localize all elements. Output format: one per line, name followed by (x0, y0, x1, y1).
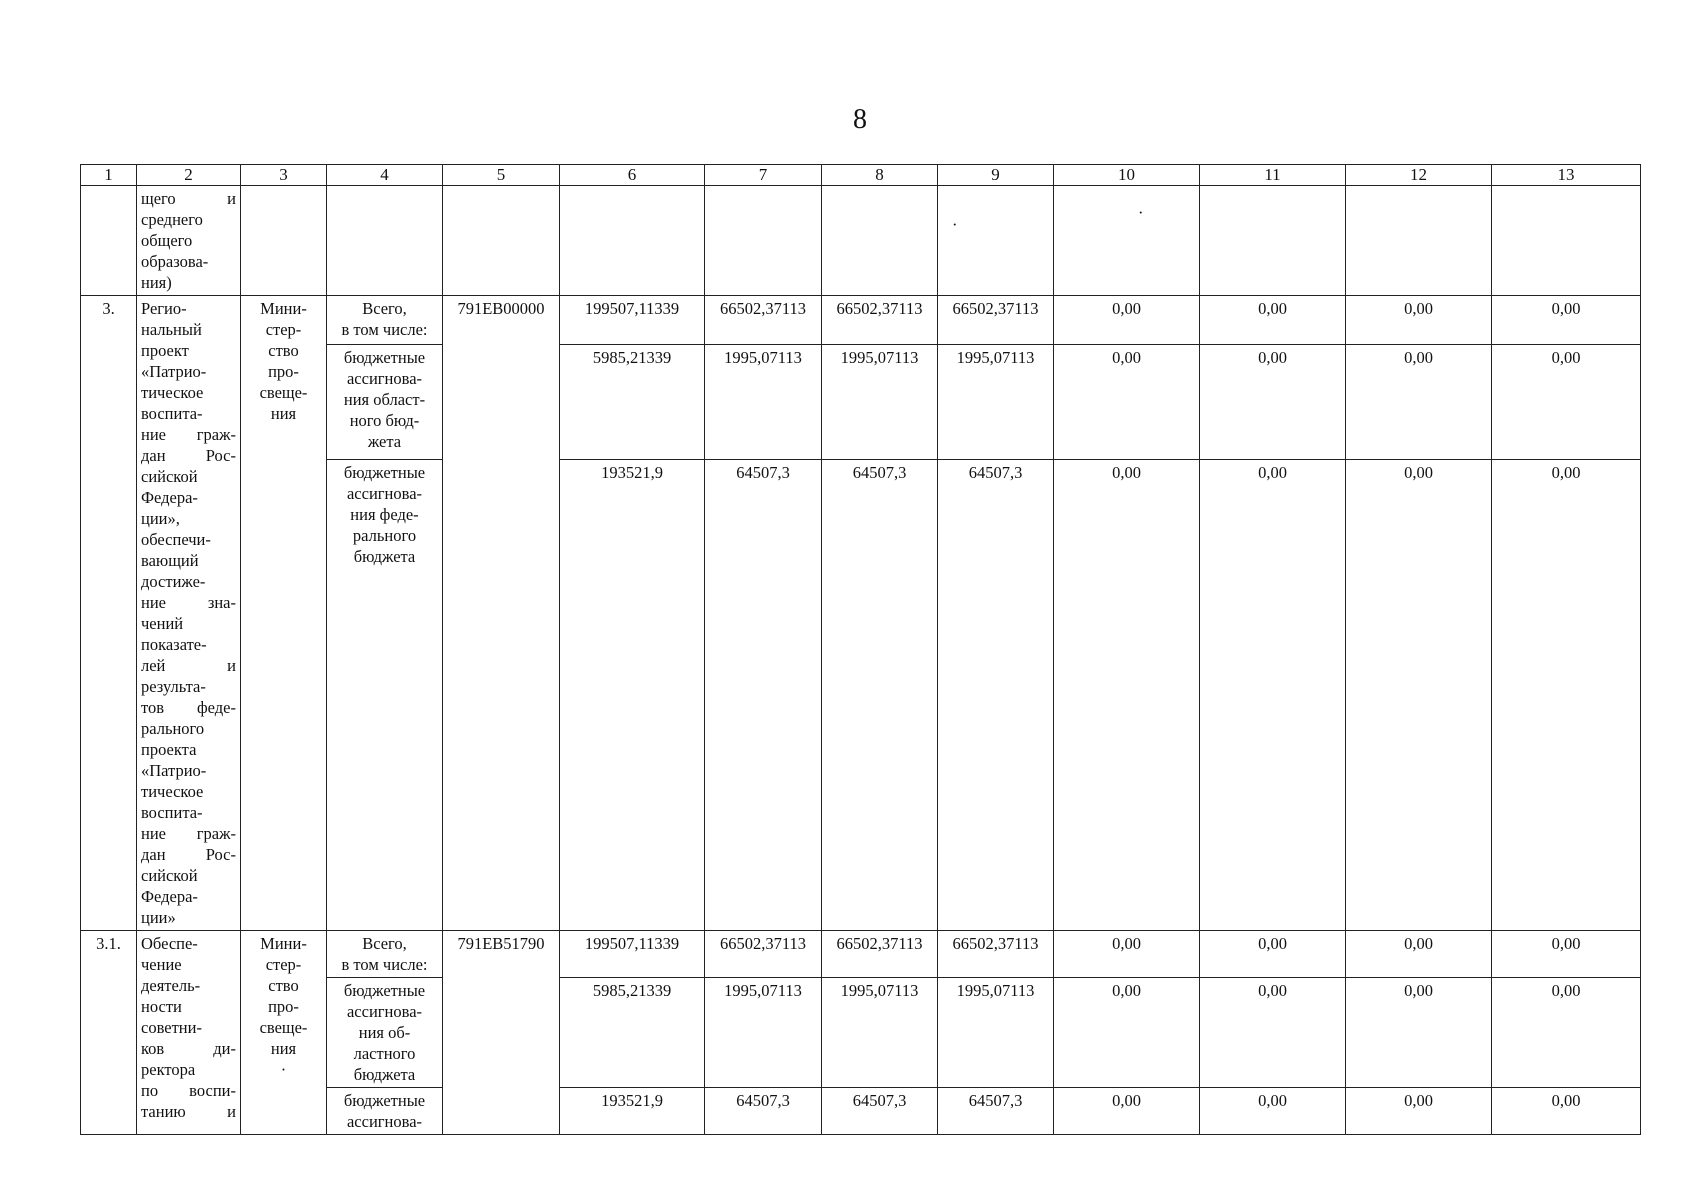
empty-cell (822, 186, 938, 296)
value-cell: 0,00 (1492, 345, 1641, 460)
measure-name-line: сийской (141, 467, 198, 486)
measure-name-line: дан Рос- (141, 446, 236, 465)
measure-name-line: лей и (141, 656, 236, 675)
measure-name-line: Федера- (141, 488, 198, 507)
measure-name-line: результа- (141, 677, 206, 696)
value-cell: 0,00 (1346, 931, 1492, 978)
value-cell: 0,00 (1054, 345, 1200, 460)
measure-name-line: образова- (141, 252, 209, 271)
value-cell: 0,00 (1492, 978, 1641, 1088)
value-cell: 193521,9 (560, 459, 705, 930)
scan-mark: · (1138, 203, 1144, 222)
measure-name-line: воспита- (141, 803, 203, 822)
column-header-11: 11 (1200, 165, 1346, 186)
value-cell: 0,00 (1054, 931, 1200, 978)
measure-name-line: ние зна- (141, 593, 236, 612)
value-cell: 64507,3 (705, 459, 822, 930)
value-cell: 0,00 (1492, 296, 1641, 345)
measure-name-line: деятель- (141, 976, 201, 995)
measure-name-line: танию и (141, 1102, 236, 1121)
empty-cell (560, 186, 705, 296)
value-cell: 66502,37113 (822, 931, 938, 978)
measure-name-line: тическое (141, 383, 204, 402)
value-cell: 0,00 (1346, 296, 1492, 345)
value-cell: 5985,21339 (560, 345, 705, 460)
measure-name-line: дан Рос- (141, 845, 236, 864)
value-cell: 1995,07113 (822, 345, 938, 460)
value-cell: 0,00 (1492, 459, 1641, 930)
value-cell: 64507,3 (822, 459, 938, 930)
value-cell: 64507,3 (938, 1088, 1054, 1135)
measure-name-line: проект (141, 341, 189, 360)
measure-name-line: по воспи- (141, 1081, 236, 1100)
funding-source: бюджетные ассигнова- ния феде- рального бюджета (327, 459, 443, 930)
value-cell: 0,00 (1346, 1088, 1492, 1135)
measure-name-line: ния) (141, 273, 172, 292)
value-cell: 0,00 (1200, 296, 1346, 345)
column-header-13: 13 (1492, 165, 1641, 186)
funding-source: бюджетные ассигнова- ния област- ного бюд- жета (327, 345, 443, 460)
page-number: 8 (853, 104, 867, 135)
measure-name-line: чение (141, 955, 182, 974)
empty-cell (938, 186, 1054, 296)
empty-cell (443, 186, 560, 296)
value-cell: 0,00 (1200, 978, 1346, 1088)
empty-cell (1200, 186, 1346, 296)
value-cell: 66502,37113 (705, 931, 822, 978)
value-cell: 0,00 (1346, 978, 1492, 1088)
value-cell: 193521,9 (560, 1088, 705, 1135)
measure-name-line: обеспечи- (141, 530, 211, 549)
measure-name-line: проекта (141, 740, 197, 759)
measure-name-line: ции» (141, 908, 176, 927)
empty-cell (1054, 186, 1200, 296)
value-cell: 64507,3 (938, 459, 1054, 930)
value-cell: 0,00 (1054, 296, 1200, 345)
measure-name-line: достиже- (141, 572, 206, 591)
value-cell: 0,00 (1054, 459, 1200, 930)
measure-name-line: воспита- (141, 404, 203, 423)
value-cell: 1995,07113 (938, 345, 1054, 460)
value-cell: 1995,07113 (705, 345, 822, 460)
measure-name-line: тов феде- (141, 698, 236, 717)
budget-code: 791EB51790 (443, 931, 560, 1135)
column-header-2: 2 (137, 165, 241, 186)
value-cell: 66502,37113 (705, 296, 822, 345)
measure-name-line: Регио- (141, 299, 187, 318)
row-number: 3.1. (81, 931, 137, 1135)
value-cell: 0,00 (1054, 1088, 1200, 1135)
measure-name-line: ректора (141, 1060, 196, 1079)
measure-name-line: вающий (141, 551, 199, 570)
value-cell: 0,00 (1346, 345, 1492, 460)
value-cell: 64507,3 (822, 1088, 938, 1135)
value-cell: 0,00 (1200, 1088, 1346, 1135)
column-header-10: 10 (1054, 165, 1200, 186)
empty-cell (1346, 186, 1492, 296)
value-cell: 64507,3 (705, 1088, 822, 1135)
value-cell: 0,00 (1200, 931, 1346, 978)
measure-name-line: среднего (141, 210, 203, 229)
empty-cell (241, 186, 327, 296)
scan-mark: · (280, 1060, 287, 1079)
column-header-3: 3 (241, 165, 327, 186)
value-cell: 1995,07113 (705, 978, 822, 1088)
measure-name-line: «Патрио- (141, 362, 207, 381)
measure-name-line: щего и (141, 189, 236, 208)
measure-name-line: ние граж- (141, 824, 236, 843)
row-number: 3. (81, 296, 137, 931)
column-header-8: 8 (822, 165, 938, 186)
measure-name-line: Федера- (141, 887, 198, 906)
executor: Мини- стер- ство про- свеще- ния · (241, 931, 327, 1135)
value-cell: 5985,21339 (560, 978, 705, 1088)
column-header-4: 4 (327, 165, 443, 186)
value-cell: 0,00 (1492, 1088, 1641, 1135)
value-cell: 0,00 (1200, 459, 1346, 930)
column-header-5: 5 (443, 165, 560, 186)
measure-name-line: чений (141, 614, 184, 633)
measure-name-line: сийской (141, 866, 198, 885)
budget-table (80, 164, 1641, 1135)
funding-source: Всего, в том числе: (327, 931, 443, 978)
value-cell: 199507,11339 (560, 296, 705, 345)
measure-name-line: советни- (141, 1018, 202, 1037)
empty-cell (327, 186, 443, 296)
empty-cell (1492, 186, 1641, 296)
value-cell: 0,00 (1492, 931, 1641, 978)
measure-name (137, 296, 241, 931)
measure-name-line: показате- (141, 635, 207, 654)
measure-name-line: рального (141, 719, 205, 738)
column-header-9: 9 (938, 165, 1054, 186)
value-cell: 1995,07113 (938, 978, 1054, 1088)
measure-name-line: тическое (141, 782, 204, 801)
empty-cell (705, 186, 822, 296)
measure-name-line: общего (141, 231, 193, 250)
value-cell: 66502,37113 (822, 296, 938, 345)
column-header-12: 12 (1346, 165, 1492, 186)
value-cell: 199507,11339 (560, 931, 705, 978)
scan-mark: · (952, 215, 958, 234)
measure-name-line: ков ди- (141, 1039, 236, 1058)
column-header-1: 1 (81, 165, 137, 186)
row-number-cell (81, 186, 137, 296)
value-cell: 0,00 (1200, 345, 1346, 460)
measure-name-line: ние граж- (141, 425, 236, 444)
funding-source: бюджетные ассигнова- ния об- ластного бюджета (327, 978, 443, 1088)
value-cell: 1995,07113 (822, 978, 938, 1088)
measure-name-line: Обеспе- (141, 934, 198, 953)
measure-name-line: ции», (141, 509, 180, 528)
funding-source: бюджетные ассигнова- (327, 1088, 443, 1135)
funding-source: Всего, в том числе: (327, 296, 443, 345)
column-header-6: 6 (560, 165, 705, 186)
measure-name (137, 186, 241, 296)
measure-name (137, 931, 241, 1135)
measure-name-line: «Патрио- (141, 761, 207, 780)
value-cell: 0,00 (1054, 978, 1200, 1088)
executor: Мини- стер- ство про- свеще- ния (241, 296, 327, 931)
measure-name-line: ности (141, 997, 182, 1016)
budget-code: 791EB00000 (443, 296, 560, 931)
value-cell: 66502,37113 (938, 931, 1054, 978)
measure-name-line: нальный (141, 320, 202, 339)
value-cell: 0,00 (1346, 459, 1492, 930)
value-cell: 66502,37113 (938, 296, 1054, 345)
column-header-7: 7 (705, 165, 822, 186)
